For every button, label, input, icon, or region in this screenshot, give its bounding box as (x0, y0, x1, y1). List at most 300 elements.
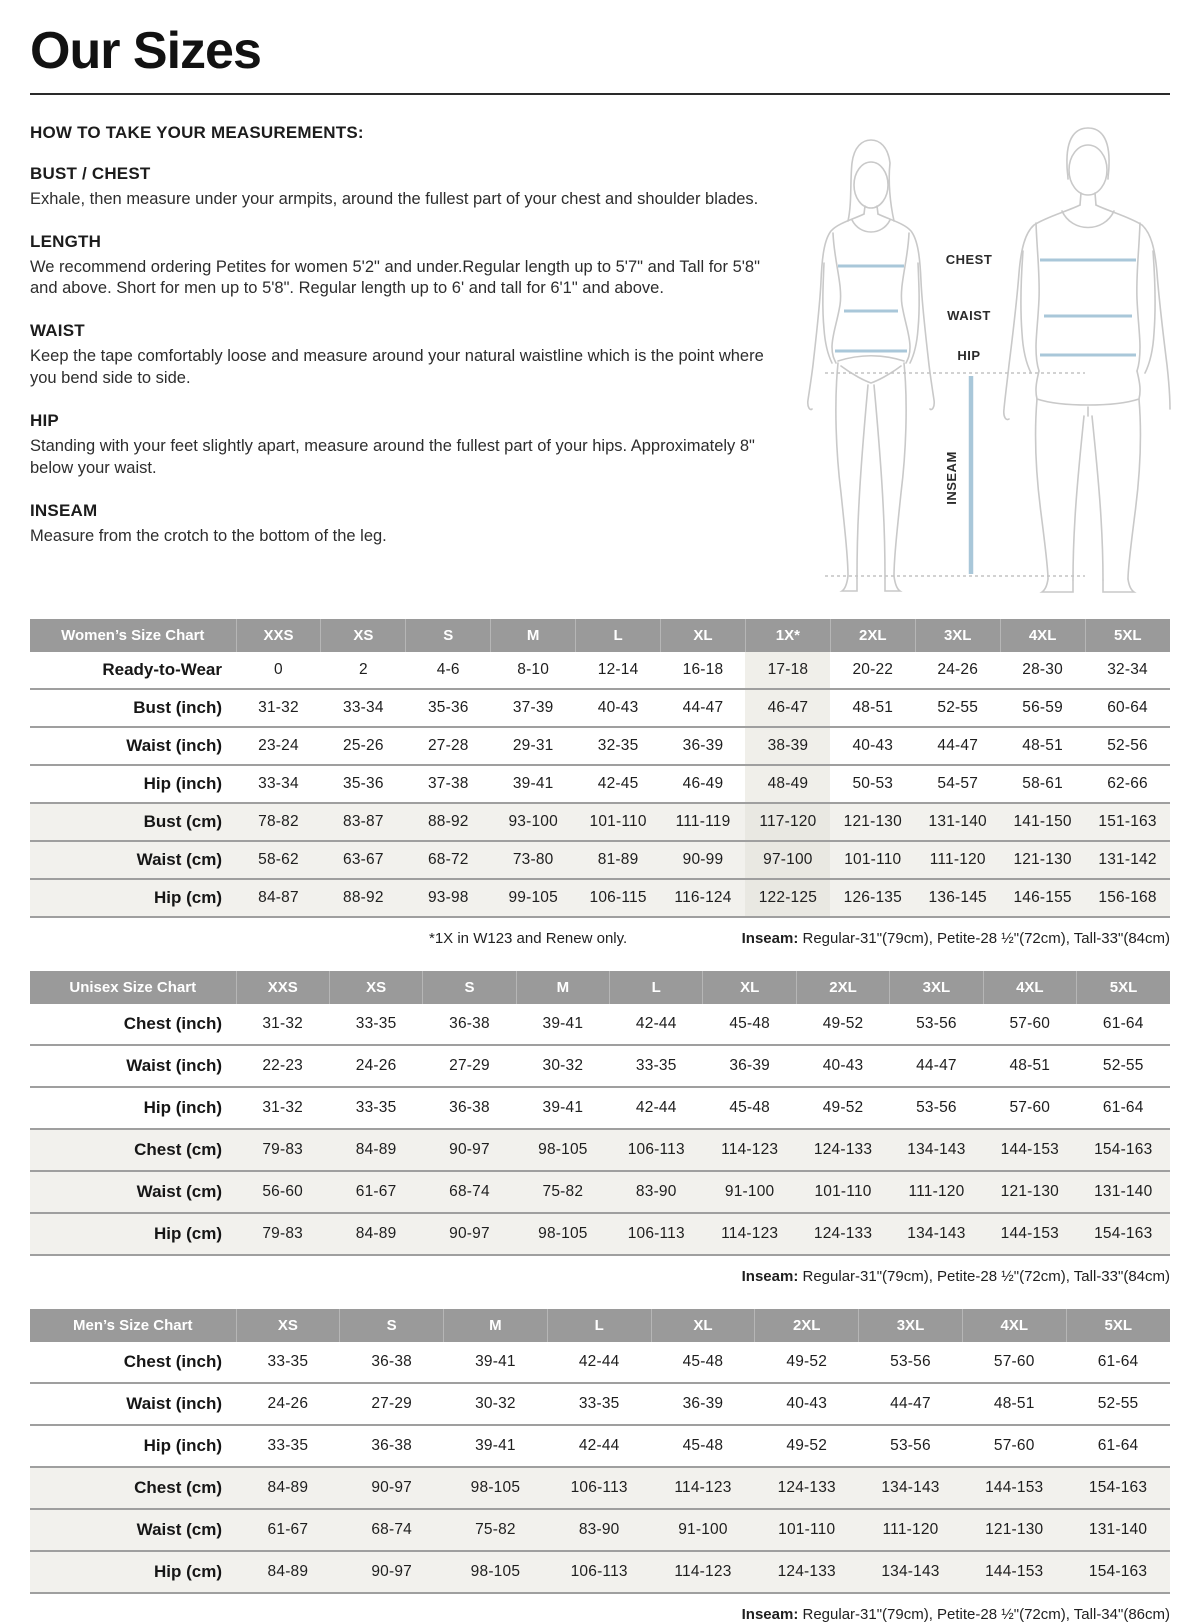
womens-size-chart-table (30, 619, 1170, 918)
size-cell: 39-41 (475, 1352, 516, 1370)
size-cell: 121-130 (830, 803, 915, 841)
size-cell: 101-110 (755, 1509, 859, 1551)
table-row (30, 1467, 1170, 1509)
size-cell: 39-41 (475, 1436, 516, 1454)
size-cell: 144-153 (962, 1467, 1066, 1509)
size-cell: 33-35 (578, 1394, 620, 1412)
size-cell: 40-43 (852, 736, 894, 754)
size-cell: 84-89 (236, 1551, 340, 1593)
size-cell: 134-143 (890, 1129, 983, 1171)
column-header: L (547, 1309, 651, 1342)
size-cell: 31-32 (262, 1014, 304, 1032)
size-cell: 61-67 (329, 1171, 422, 1213)
size-cell: 32-35 (597, 736, 639, 754)
size-cell: 88-92 (406, 803, 491, 841)
row-label: Hip (inch) (143, 773, 222, 793)
size-cell: 111-120 (859, 1509, 963, 1551)
hip-label: HIP (957, 347, 981, 363)
size-cell: 141-150 (1000, 803, 1085, 841)
column-header: 2XL (830, 619, 915, 652)
size-cell: 78-82 (236, 803, 321, 841)
size-cell: 45-48 (682, 1436, 724, 1454)
size-cell: 61-64 (1097, 1436, 1139, 1454)
size-cell: 24-26 (355, 1056, 397, 1074)
row-label: Hip (cm) (30, 1551, 236, 1593)
size-cell: 121-130 (962, 1509, 1066, 1551)
size-cell: 111-119 (661, 803, 746, 841)
column-header: 3XL (915, 619, 1000, 652)
size-cell: 57-60 (993, 1436, 1035, 1454)
row-label: Hip (cm) (30, 879, 236, 917)
size-cell: 90-97 (340, 1551, 444, 1593)
table-row (30, 1509, 1170, 1551)
column-header: S (423, 971, 516, 1004)
size-cell: 114-123 (651, 1467, 755, 1509)
size-cell: 36-38 (449, 1098, 490, 1116)
row-label: Chest (cm) (30, 1129, 236, 1171)
size-cell: 31-32 (262, 1098, 304, 1116)
size-cell: 58-61 (1022, 774, 1063, 792)
inseam-footnote: Inseam: Regular-31"(79cm), Petite-28 ½"(72cm), Tall-33"(84cm) (741, 1267, 1170, 1285)
section-body-waist: Keep the tape comfortably loose and measure around your natural waistline which is the point where you bend side to side. (30, 347, 764, 388)
size-cell: 52-56 (1107, 736, 1148, 754)
size-cell: 90-97 (340, 1467, 444, 1509)
size-cell: 93-98 (406, 879, 491, 917)
size-cell: 29-31 (512, 736, 554, 754)
size-cell: 81-89 (576, 841, 661, 879)
size-cell: 124-133 (796, 1129, 889, 1171)
size-cell: 90-99 (661, 841, 746, 879)
column-header: XXS (236, 619, 321, 652)
size-cell: 52-55 (937, 698, 979, 716)
size-cell: 56-59 (1022, 698, 1063, 716)
size-cell: 114-123 (651, 1551, 755, 1593)
size-cell: 98-105 (444, 1467, 548, 1509)
size-cell: 124-133 (755, 1551, 859, 1593)
table-row (30, 841, 1170, 879)
mens-footnotes (30, 1606, 1170, 1623)
size-cell: 134-143 (859, 1467, 963, 1509)
size-cell: 91-100 (703, 1171, 796, 1213)
row-label: Hip (inch) (143, 1435, 222, 1455)
mens-size-chart-table (30, 1309, 1170, 1594)
size-cell: 23-24 (258, 736, 299, 754)
size-cell: 24-26 (267, 1394, 309, 1412)
size-cell: 33-34 (343, 698, 384, 716)
size-cell: 36-38 (371, 1352, 412, 1370)
size-cell: 117-120 (745, 803, 830, 841)
table-row (30, 1213, 1170, 1255)
unisex-size-chart-table (30, 971, 1170, 1256)
row-label: Waist (inch) (126, 735, 222, 755)
size-cell: 48-51 (993, 1394, 1035, 1412)
diagram-labels (944, 252, 992, 505)
size-cell: 33-35 (267, 1352, 309, 1370)
size-cell: 154-163 (1066, 1551, 1170, 1593)
size-cell: 36-39 (682, 1394, 724, 1412)
size-cell: 27-29 (371, 1394, 412, 1412)
section-body-inseam: Measure from the crotch to the bottom of the leg. (30, 527, 387, 546)
size-cell: 42-44 (578, 1436, 620, 1454)
size-cell: 63-67 (321, 841, 406, 879)
size-cell: 121-130 (983, 1171, 1076, 1213)
size-cell: 99-105 (491, 879, 576, 917)
size-cell: 33-35 (355, 1014, 397, 1032)
row-label: Chest (cm) (30, 1467, 236, 1509)
mens-size-chart-section (30, 1309, 1170, 1623)
table-row (30, 803, 1170, 841)
instructions-heading: HOW TO TAKE YOUR MEASUREMENTS: (30, 122, 364, 142)
row-label: Waist (inch) (126, 1055, 222, 1075)
size-cell: 33-34 (258, 774, 299, 792)
unisex-size-chart-section (30, 971, 1170, 1285)
size-cell: 136-145 (915, 879, 1000, 917)
size-cell: 124-133 (755, 1467, 859, 1509)
size-cell: 68-72 (406, 841, 491, 879)
size-cell: 53-56 (916, 1098, 957, 1116)
table-row (30, 652, 1170, 689)
size-cell: 144-153 (983, 1213, 1076, 1255)
row-label: Chest (inch) (123, 1351, 222, 1371)
size-cell: 90-97 (423, 1213, 516, 1255)
column-header: L (610, 971, 703, 1004)
column-header: M (516, 971, 609, 1004)
column-header: S (406, 619, 491, 652)
size-cell: 90-97 (423, 1129, 516, 1171)
row-label: Hip (inch) (143, 1097, 222, 1117)
column-header: 4XL (1000, 619, 1085, 652)
size-cell: 48-51 (1009, 1056, 1051, 1074)
row-label: Waist (cm) (30, 841, 236, 879)
column-header: M (491, 619, 576, 652)
size-cell: 144-153 (962, 1551, 1066, 1593)
table-row (30, 689, 1170, 727)
size-cell: 52-55 (1102, 1056, 1144, 1074)
row-label: Hip (cm) (30, 1213, 236, 1255)
size-cell: 84-89 (329, 1129, 422, 1171)
table-row (30, 1045, 1170, 1087)
size-cell: 68-74 (423, 1171, 516, 1213)
column-header: XXS (236, 971, 329, 1004)
size-cell: 84-87 (236, 879, 321, 917)
size-cell: 33-35 (355, 1098, 397, 1116)
size-cell: 83-90 (610, 1171, 703, 1213)
size-cell: 49-52 (822, 1014, 864, 1032)
column-header: 2XL (796, 971, 889, 1004)
size-cell: 75-82 (516, 1171, 609, 1213)
size-cell: 36-38 (449, 1014, 490, 1032)
size-cell: 12-14 (597, 660, 639, 678)
size-cell: 31-32 (258, 698, 299, 716)
table-row (30, 1551, 1170, 1593)
size-cell: 131-140 (915, 803, 1000, 841)
size-cell: 2 (358, 660, 368, 678)
size-cell: 131-140 (1077, 1171, 1170, 1213)
size-cell: 24-26 (937, 660, 979, 678)
size-cell: 39-41 (512, 774, 554, 792)
column-header: 3XL (859, 1309, 963, 1342)
size-cell: 35-36 (343, 774, 384, 792)
size-cell: 46-49 (682, 774, 724, 792)
size-cell: 53-56 (890, 1352, 931, 1370)
size-cell: 61-67 (236, 1509, 340, 1551)
size-cell: 42-44 (578, 1352, 620, 1370)
measurement-instructions (30, 123, 778, 549)
size-cell: 84-89 (329, 1213, 422, 1255)
size-cell: 101-110 (796, 1171, 889, 1213)
size-cell: 114-123 (703, 1129, 796, 1171)
table-row (30, 765, 1170, 803)
size-cell: 49-52 (786, 1352, 828, 1370)
section-title-length: LENGTH (30, 231, 102, 251)
size-cell: 154-163 (1066, 1467, 1170, 1509)
page-title: Our Sizes (30, 22, 261, 80)
size-cell: 98-105 (516, 1213, 609, 1255)
title-divider (30, 93, 1170, 95)
size-cell: 42-44 (635, 1098, 677, 1116)
size-cell: 49-52 (822, 1098, 864, 1116)
table-title: Women’s Size Chart (30, 619, 236, 652)
size-cell: 146-155 (1000, 879, 1085, 917)
column-header: 5XL (1085, 619, 1170, 652)
size-cell: 58-62 (236, 841, 321, 879)
measurement-guide (30, 123, 1170, 605)
table-row (30, 1129, 1170, 1171)
size-cell: 46-47 (745, 689, 830, 727)
row-label: Bust (inch) (133, 697, 222, 717)
column-header: 5XL (1066, 1309, 1170, 1342)
size-cell: 131-142 (1085, 841, 1170, 879)
size-cell: 131-140 (1066, 1509, 1170, 1551)
size-cell: 68-74 (340, 1509, 444, 1551)
size-cell: 62-66 (1107, 774, 1148, 792)
row-label: Chest (inch) (123, 1013, 222, 1033)
size-cell: 79-83 (236, 1213, 329, 1255)
size-cell: 106-115 (576, 879, 661, 917)
size-cell: 8-10 (517, 660, 550, 678)
size-cell: 60-64 (1107, 698, 1148, 716)
size-cell: 33-35 (635, 1056, 677, 1074)
column-header: XL (661, 619, 746, 652)
row-label: Bust (cm) (30, 803, 236, 841)
size-cell: 39-41 (542, 1098, 584, 1116)
table-title: Unisex Size Chart (30, 971, 236, 1004)
row-label: Waist (cm) (30, 1171, 236, 1213)
inseam-label: INSEAM (944, 450, 959, 505)
size-cell: 84-89 (236, 1467, 340, 1509)
size-cell: 111-120 (890, 1171, 983, 1213)
size-cell: 75-82 (444, 1509, 548, 1551)
table-row (30, 1171, 1170, 1213)
column-header: L (576, 619, 661, 652)
size-cell: 30-32 (475, 1394, 516, 1412)
size-cell: 50-53 (852, 774, 894, 792)
column-header: XS (329, 971, 422, 1004)
size-cell: 37-39 (512, 698, 554, 716)
column-header: XL (703, 971, 796, 1004)
size-cell: 98-105 (516, 1129, 609, 1171)
size-cell: 36-39 (729, 1056, 770, 1074)
size-cell: 61-64 (1102, 1014, 1144, 1032)
size-cell: 134-143 (890, 1213, 983, 1255)
size-cell: 57-60 (1009, 1014, 1051, 1032)
size-cell: 97-100 (745, 841, 830, 879)
size-cell: 53-56 (890, 1436, 931, 1454)
size-cell: 122-125 (745, 879, 830, 917)
size-cell: 106-113 (547, 1467, 651, 1509)
size-cell: 151-163 (1085, 803, 1170, 841)
size-cell: 79-83 (236, 1129, 329, 1171)
size-cell: 28-30 (1022, 660, 1063, 678)
inseam-footnote: Inseam: Regular-31"(79cm), Petite-28 ½"(72cm), Tall-33"(84cm) (741, 929, 1170, 947)
size-cell: 37-38 (427, 774, 469, 792)
size-cell: 4-6 (436, 660, 460, 678)
section-body-bust-chest: Exhale, then measure under your armpits, around the fullest part of your chest and shoulder blades. (30, 189, 759, 208)
section-body-length: We recommend ordering Petites for women 5'2" and under.Regular length up to 5'7" and Tall for 5'8" and above. Short for men up to 5'8". Regular length up to 6' and tall for 6'1" and above. (30, 257, 760, 298)
size-cell: 42-45 (597, 774, 639, 792)
size-cell: 27-28 (427, 736, 469, 754)
size-cell: 0 (274, 660, 283, 678)
size-cell: 61-64 (1097, 1352, 1139, 1370)
header-row (30, 971, 1170, 1004)
size-cell: 106-113 (547, 1551, 651, 1593)
size-cell: 93-100 (491, 803, 576, 841)
size-cell: 30-32 (542, 1056, 584, 1074)
size-cell: 49-52 (786, 1436, 828, 1454)
table-row (30, 1004, 1170, 1045)
size-cell: 83-87 (321, 803, 406, 841)
measurement-diagram (778, 123, 1170, 601)
size-cell: 25-26 (343, 736, 384, 754)
size-cell: 17-18 (745, 652, 830, 689)
column-header: 5XL (1077, 971, 1170, 1004)
womens-size-chart-section (30, 619, 1170, 947)
column-header: 3XL (890, 971, 983, 1004)
column-header: 1X* (745, 619, 830, 652)
size-cell: 45-48 (729, 1098, 770, 1116)
size-cell: 40-43 (786, 1394, 828, 1412)
size-cell: 44-47 (937, 736, 979, 754)
table-row (30, 1342, 1170, 1383)
table-row (30, 1383, 1170, 1425)
table-row (30, 879, 1170, 917)
size-cell: 40-43 (822, 1056, 864, 1074)
size-cell: 106-113 (610, 1129, 703, 1171)
row-label: Waist (cm) (30, 1509, 236, 1551)
chest-label: CHEST (945, 251, 993, 267)
body-measurement-illustration (778, 123, 1170, 601)
size-cell: 44-47 (890, 1394, 931, 1412)
size-cell: 36-38 (371, 1436, 412, 1454)
size-cell: 144-153 (983, 1129, 1076, 1171)
table-title: Men’s Size Chart (30, 1309, 236, 1342)
size-cell: 111-120 (915, 841, 1000, 879)
column-header: XS (236, 1309, 340, 1342)
size-cell: 83-90 (547, 1509, 651, 1551)
section-title-hip: HIP (30, 411, 59, 431)
column-header: S (340, 1309, 444, 1342)
size-cell: 57-60 (1009, 1098, 1051, 1116)
man-figure (1004, 128, 1170, 592)
size-cell: 116-124 (661, 879, 746, 917)
size-cell: 36-39 (682, 736, 724, 754)
size-cell: 98-105 (444, 1551, 548, 1593)
size-cell: 48-51 (852, 698, 894, 716)
column-header: 4XL (983, 971, 1076, 1004)
table-row (30, 727, 1170, 765)
size-cell: 53-56 (916, 1014, 957, 1032)
size-cell: 154-163 (1077, 1129, 1170, 1171)
size-cell: 114-123 (703, 1213, 796, 1255)
size-cell: 22-23 (262, 1056, 304, 1074)
size-cell: 45-48 (729, 1014, 770, 1032)
table-row (30, 1425, 1170, 1467)
header-row (30, 1309, 1170, 1342)
size-cell: 154-163 (1077, 1213, 1170, 1255)
size-cell: 48-49 (745, 765, 830, 803)
size-cell: 56-60 (236, 1171, 329, 1213)
size-cell: 61-64 (1102, 1098, 1144, 1116)
size-cell: 101-110 (830, 841, 915, 879)
column-header: 2XL (755, 1309, 859, 1342)
column-header: XS (321, 619, 406, 652)
womens-footnotes (30, 930, 1170, 947)
size-cell: 33-35 (267, 1436, 309, 1454)
size-cell: 88-92 (321, 879, 406, 917)
row-label: Waist (inch) (126, 1393, 222, 1413)
header-row (30, 619, 1170, 652)
size-cell: 20-22 (852, 660, 894, 678)
size-cell: 44-47 (682, 698, 724, 716)
size-cell: 52-55 (1097, 1394, 1139, 1412)
size-cell: 156-168 (1085, 879, 1170, 917)
size-cell: 91-100 (651, 1509, 755, 1551)
table-row (30, 1087, 1170, 1129)
section-title-waist: WAIST (30, 321, 85, 341)
size-cell: 124-133 (796, 1213, 889, 1255)
size-cell: 32-34 (1107, 660, 1148, 678)
column-header: 4XL (962, 1309, 1066, 1342)
size-cell: 73-80 (491, 841, 576, 879)
size-cell: 45-48 (682, 1352, 724, 1370)
size-cell: 121-130 (1000, 841, 1085, 879)
size-cell: 106-113 (610, 1213, 703, 1255)
size-cell: 27-29 (449, 1056, 490, 1074)
size-cell: 44-47 (916, 1056, 957, 1074)
section-title-bust-chest: BUST / CHEST (30, 163, 151, 183)
size-cell: 48-51 (1022, 736, 1063, 754)
size-cell: 54-57 (937, 774, 979, 792)
size-cell: 40-43 (597, 698, 639, 716)
column-header: M (444, 1309, 548, 1342)
waist-label: WAIST (947, 307, 991, 323)
size-cell: 126-135 (830, 879, 915, 917)
size-cell: 38-39 (745, 727, 830, 765)
section-title-inseam: INSEAM (30, 501, 98, 521)
unisex-footnotes (30, 1268, 1170, 1285)
one-x-footnote: *1X in W123 and Renew only. (429, 929, 628, 947)
size-cell: 57-60 (993, 1352, 1035, 1370)
section-body-hip: Standing with your feet slightly apart, measure around the fullest part of your hips. Approximately 8" below your waist. (30, 437, 755, 478)
woman-figure (808, 140, 934, 591)
size-cell: 35-36 (427, 698, 469, 716)
size-cell: 16-18 (682, 660, 724, 678)
size-cell: 134-143 (859, 1551, 963, 1593)
size-cell: 101-110 (576, 803, 661, 841)
size-cell: 42-44 (635, 1014, 677, 1032)
row-label: Ready-to-Wear (102, 659, 222, 679)
inseam-footnote: Inseam: Regular-31"(79cm), Petite-28 ½"(72cm), Tall-34"(86cm) (741, 1605, 1170, 1623)
